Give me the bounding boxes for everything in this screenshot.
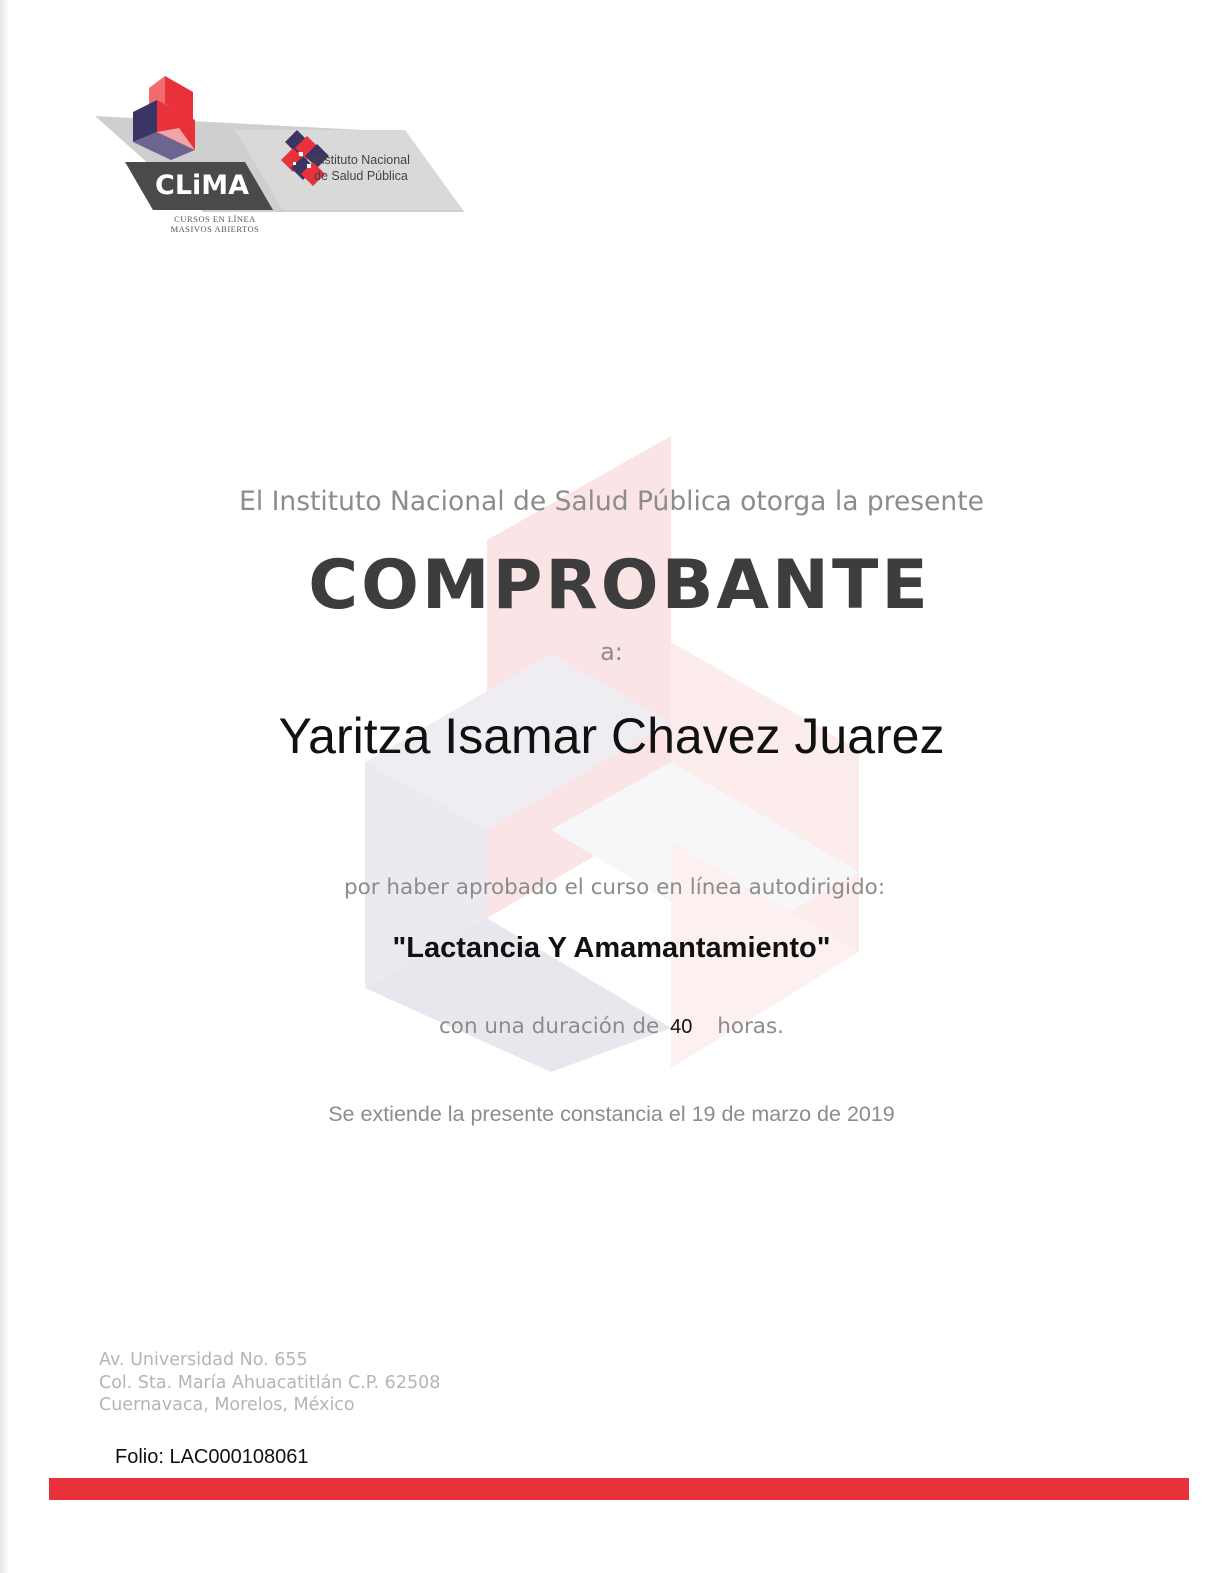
recipient-name: Yaritza Isamar Chavez Juarez [278, 708, 945, 764]
clima-tagline-line1: CURSOS EN LÍNEA [174, 214, 256, 224]
insp-name-line1: Instituto Nacional [314, 153, 410, 167]
address-line3: Cuernavaca, Morelos, México [99, 1395, 355, 1415]
clima-tagline [155, 214, 275, 234]
duration-hours: 40 [670, 1016, 693, 1038]
course-name: "Lactancia Y Amamantamiento" [392, 932, 831, 964]
clima-tagline-line2: MASIVOS ABIERTOS [170, 224, 260, 234]
course-duration [0, 1014, 1223, 1039]
insp-name-line2: de Salud Pública [314, 169, 408, 183]
recipient-label: a: [600, 638, 623, 666]
issue-date: Se extiende la presente constancia el 19 de marzo de 2019 [328, 1102, 895, 1126]
folio-number: Folio: LAC000108061 [115, 1446, 309, 1468]
clima-insp-logo [95, 72, 465, 240]
address-line1: Av. Universidad No. 655 [99, 1350, 308, 1370]
footer-red-bar [49, 1478, 1189, 1500]
clima-wordmark: CLiMA [155, 170, 250, 201]
page-edge-shadow [0, 0, 9, 1573]
institution-address [99, 1349, 440, 1417]
duration-suffix: horas. [717, 1014, 785, 1039]
certificate-title: COMPROBANTE [308, 546, 931, 625]
insp-name [314, 152, 424, 184]
certificate-intro: El Instituto Nacional de Salud Pública otorga la presente [239, 486, 984, 517]
course-reason: por haber aprobado el curso en línea autodirigido: [343, 875, 886, 900]
duration-prefix: con una duración de [438, 1014, 660, 1039]
address-line2: Col. Sta. María Ahuacatitlán C.P. 62508 [99, 1372, 441, 1393]
